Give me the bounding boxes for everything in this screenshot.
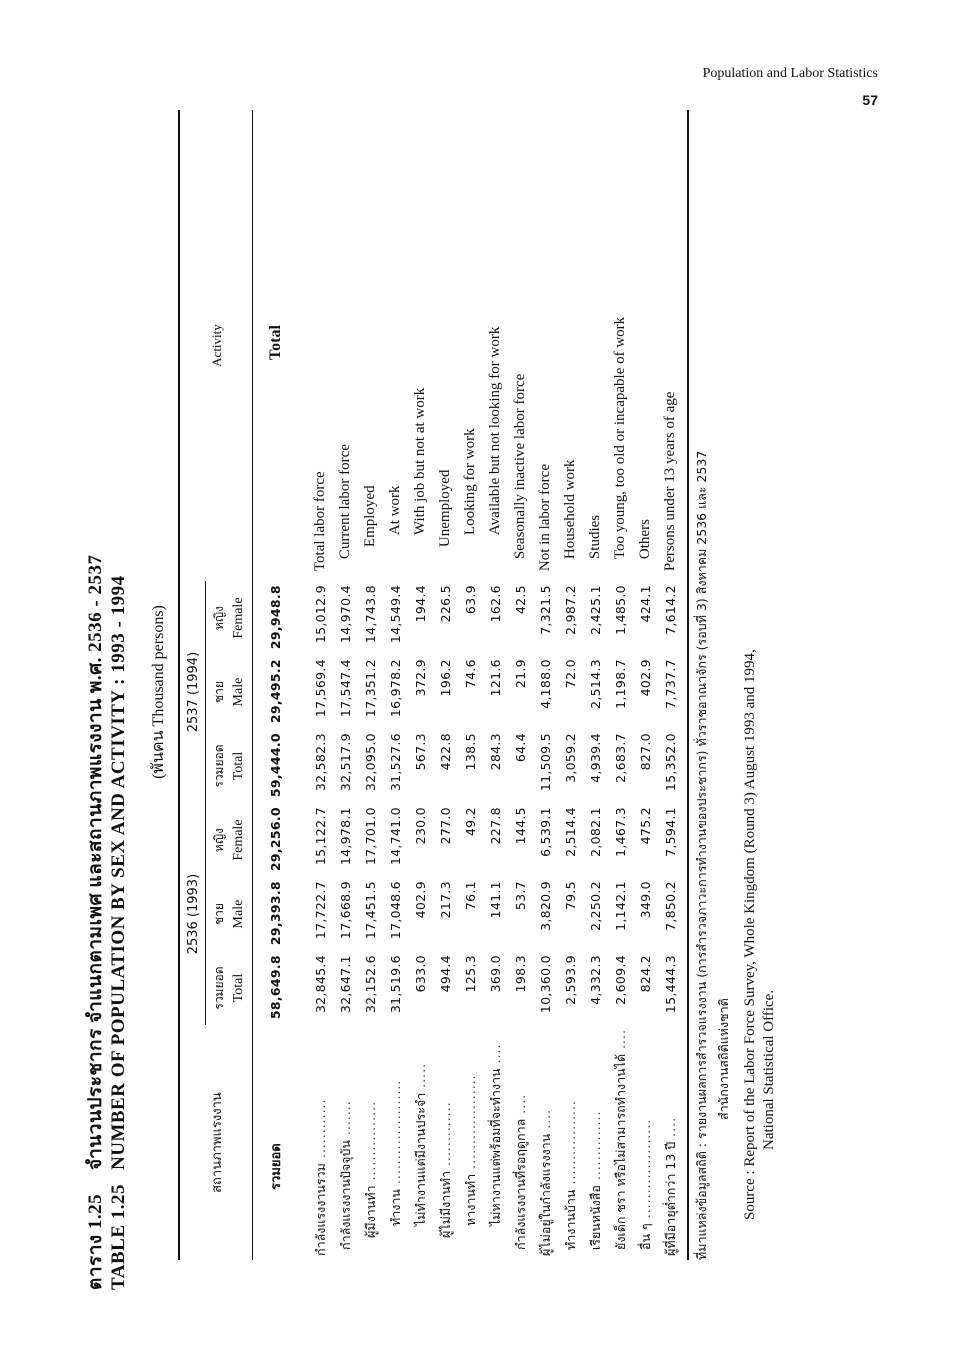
table-cell: 194.4: [413, 585, 428, 623]
table-cell: 475.2: [638, 807, 653, 845]
title-english: [108, 94, 136, 1290]
table-cell: 17,668.9: [338, 881, 353, 940]
total-cell: 29,393.8: [268, 881, 283, 946]
table-cell: 827.0: [638, 733, 653, 771]
table-cell: 1,485.0: [613, 585, 628, 635]
year-1994-header: 2537 (1994): [180, 581, 206, 803]
table-cell: 196.2: [438, 659, 453, 697]
data-rows: [308, 110, 683, 1260]
col-female-1993: หญิง Female: [212, 819, 246, 861]
table-row: [333, 110, 358, 1260]
title-thai-label: ตาราง 1.25: [85, 1193, 106, 1290]
row-label-thai: กำลังแรงงานปัจจุบัน .......: [337, 1100, 353, 1250]
total-cell: 29,256.0: [268, 807, 283, 872]
table-cell: 14,970.4: [338, 585, 353, 644]
table-cell: 76.1: [463, 881, 478, 911]
table-cell: 7,321.5: [538, 585, 553, 635]
total-row-thai: รวมยอด: [269, 1143, 284, 1190]
table-cell: 494.4: [438, 955, 453, 993]
table-cell: 2,082.1: [588, 807, 603, 857]
table-cell: 32,095.0: [363, 733, 378, 792]
table-cell: 79.5: [563, 881, 578, 911]
table-cell: 7,594.1: [663, 807, 678, 857]
table-cell: 633.0: [413, 955, 428, 993]
table-cell: 198.3: [513, 955, 528, 993]
row-label-thai: ผู้ไม่อยู่ในกำลังแรงงาน ....: [537, 1108, 553, 1256]
table-cell: 2,514.4: [563, 807, 578, 857]
table-cell: 17,569.4: [313, 659, 328, 718]
row-label-english: Persons under 13 years of age: [662, 391, 678, 572]
table-cell: 422.8: [438, 733, 453, 771]
table-cell: 3,059.2: [563, 733, 578, 783]
table-cell: 32,647.1: [338, 955, 353, 1014]
col-male-1994: ชาย Male: [212, 677, 246, 707]
table-cell: 64.4: [513, 733, 528, 763]
table-row: [433, 110, 458, 1260]
table-title: [80, 94, 136, 1290]
total-row: [253, 110, 309, 1260]
table-row: [308, 110, 333, 1260]
table-cell: 2,683.7: [613, 733, 628, 783]
table-cell: 402.9: [638, 659, 653, 697]
title-english-text: NUMBER OF POPULATION BY SEX AND ACTIVITY : 1993 - 1994: [108, 575, 129, 1170]
table-cell: 372.9: [413, 659, 428, 697]
row-label-english: Not in labor force: [537, 464, 553, 572]
row-label-english: Current labor force: [337, 444, 353, 560]
table-cell: 1,198.7: [613, 659, 628, 709]
table-cell: 15,122.7: [313, 807, 328, 866]
table-cell: 17,722.7: [313, 881, 328, 940]
col-male-1993: ชาย Male: [212, 899, 246, 929]
row-label-thai: ผู้มีงานทำ ................: [362, 1100, 378, 1238]
total-cell: 29,948.8: [268, 585, 283, 650]
table-cell: 14,741.0: [388, 807, 403, 866]
table-cell: 369.0: [488, 955, 503, 993]
table-cell: 14,743.8: [363, 585, 378, 644]
table-cell: 21.9: [513, 659, 528, 689]
row-label-thai: ไม่หางานแต่พร้อมที่จะทำงาน ....: [487, 1043, 503, 1226]
table-cell: 17,351.2: [363, 659, 378, 718]
table-cell: 217.3: [438, 881, 453, 919]
table-cell: 17,547.4: [338, 659, 353, 718]
running-title: Population and Labor Statistics: [702, 66, 878, 81]
row-label-english: Total labor force: [312, 471, 328, 572]
english-source: Source : Report of the Labor Force Survey, Whole Kingdom (Round 3) August 1993 and 1994,: [742, 649, 758, 1220]
col-total-1993: รวมยอด Total: [212, 966, 246, 1010]
table-row: [383, 110, 408, 1260]
table-cell: 10,360.0: [538, 955, 553, 1014]
row-label-thai: หางานทำ ...................: [462, 1074, 478, 1226]
table-cell: 14,978.1: [338, 807, 353, 866]
table-cell: 74.6: [463, 659, 478, 689]
table-cell: 4,332.3: [588, 955, 603, 1005]
row-label-thai: ไม่ทำงานแต่มีงานประจำ .....: [412, 1062, 428, 1226]
table-cell: 824.2: [638, 955, 653, 993]
thai-source: ที่มาแหล่งข้อมูลสถิติ : รายงานผลการสำรวจแรงงาน (การสำรวจภาวะการทำงานของประชากร) ทั่วราชอาณาจักร (รอบที่ 3) สิงหาคม 2536 และ 2537: [694, 450, 709, 1260]
row-label-english: Others: [637, 519, 653, 560]
population-table: [178, 110, 689, 1260]
table-row: [358, 110, 383, 1260]
row-label-english: At work: [387, 485, 403, 536]
table-cell: 1,467.3: [613, 807, 628, 857]
table-cell: 227.8: [488, 807, 503, 845]
table-cell: 11,509.5: [538, 733, 553, 792]
table-cell: 16,978.2: [388, 659, 403, 718]
thai-activity-header: สถานภาพแรงงาน: [210, 1092, 225, 1193]
table-row: [633, 110, 658, 1260]
table-cell: 2,250.2: [588, 881, 603, 931]
table-cell: 284.3: [488, 733, 503, 771]
total-cell: 59,444.0: [268, 733, 283, 798]
table-cell: 7,614.2: [663, 585, 678, 635]
row-label-english: Seasonally inactive labor force: [512, 373, 528, 560]
table-cell: 31,527.6: [388, 733, 403, 792]
table-cell: 17,701.0: [363, 807, 378, 866]
table-cell: 72.0: [563, 659, 578, 689]
row-label-english: With job but not at work: [412, 387, 428, 536]
table-cell: 567.3: [413, 733, 428, 771]
table-row: [558, 110, 583, 1260]
rotated-table-page: [60, 94, 780, 1290]
year-1993-header: 2536 (1993): [180, 803, 206, 1025]
table-unit: (พันคน Thousand persons): [150, 605, 167, 779]
table-cell: 1,142.1: [613, 881, 628, 931]
table-cell: 7,737.7: [663, 659, 678, 709]
table-cell: 15,352.0: [663, 733, 678, 792]
table-cell: 402.9: [413, 881, 428, 919]
table-cell: 3,820.9: [538, 881, 553, 931]
title-english-label: TABLE 1.25: [108, 1183, 129, 1290]
table-cell: 53.7: [513, 881, 528, 911]
table-cell: 6,539.1: [538, 807, 553, 857]
table-cell: 7,850.2: [663, 881, 678, 931]
table-cell: 424.1: [638, 585, 653, 623]
row-label-english: Studies: [587, 514, 603, 560]
table-cell: 31,519.6: [388, 955, 403, 1014]
row-label-thai: ทำงานบ้าน .................: [562, 1100, 578, 1250]
table-row: [458, 110, 483, 1260]
table-cell: 138.5: [463, 733, 478, 771]
table-cell: 2,593.9: [563, 955, 578, 1005]
row-label-thai: กำลังแรงงานที่รอฤดูกาล ....: [512, 1093, 528, 1250]
row-label-english: Too young, too old or incapable of work: [612, 316, 628, 560]
col-total-1994: รวมยอด Total: [212, 744, 246, 788]
table-cell: 4,188.0: [538, 659, 553, 709]
title-thai: [80, 94, 108, 1290]
row-label-english: Available but not looking for work: [487, 326, 503, 536]
table-cell: 230.0: [413, 807, 428, 845]
row-label-thai: อื่น ๆ ....................: [637, 1118, 653, 1250]
total-cell: 29,495.2: [268, 659, 283, 724]
english-activity-header: Activity: [208, 324, 224, 367]
table-row: [658, 110, 683, 1260]
table-cell: 144.5: [513, 807, 528, 845]
table-cell: 277.0: [438, 807, 453, 845]
table-cell: 162.6: [488, 585, 503, 623]
table-row: [483, 110, 508, 1260]
table-cell: 141.1: [488, 881, 503, 919]
row-label-thai: ผู้ไม่มีงานทำ .............: [437, 1101, 453, 1238]
table-cell: 121.6: [488, 659, 503, 697]
table-cell: 2,514.3: [588, 659, 603, 709]
table-cell: 2,425.1: [588, 585, 603, 635]
table-cell: 32,152.6: [363, 955, 378, 1014]
row-label-thai: ยังเด็ก ชรา หรือไม่สามารถทำงานได้ ....: [612, 1029, 628, 1250]
table-cell: 15,444.3: [663, 955, 678, 1014]
table-cell: 32,582.3: [313, 733, 328, 792]
table-cell: 49.2: [463, 807, 478, 837]
table-cell: 2,987.2: [563, 585, 578, 635]
row-label-english: Looking for work: [462, 428, 478, 536]
total-row-english: Total: [266, 325, 284, 361]
table-cell: 17,048.6: [388, 881, 403, 940]
table-cell: 14,549.4: [388, 585, 403, 644]
table-cell: 125.3: [463, 955, 478, 993]
table-row: [508, 110, 533, 1260]
table-cell: 226.5: [438, 585, 453, 623]
table-cell: 32,845.4: [313, 955, 328, 1014]
col-female-1994: หญิง Female: [212, 597, 246, 639]
table-row: [583, 110, 608, 1260]
row-label-thai: กำลังแรงงานรวม ............: [312, 1098, 328, 1256]
row-label-thai: ผู้ที่มีอายุต่ำกว่า 13 ปี ....: [662, 1116, 678, 1256]
table-cell: 4,939.4: [588, 733, 603, 783]
table-row: [533, 110, 558, 1260]
table-cell: 42.5: [513, 585, 528, 615]
table-cell: 32,517.9: [338, 733, 353, 792]
table-cell: 17,451.5: [363, 881, 378, 940]
table-cell: 15,012.9: [313, 585, 328, 644]
table-cell: 63.9: [463, 585, 478, 615]
row-label-thai: เรียนหนังสือ ..............: [587, 1110, 603, 1250]
row-label-english: Household work: [562, 459, 578, 560]
row-label-english: Employed: [362, 485, 378, 548]
total-cell: 58,649.8: [268, 955, 283, 1020]
row-label-thai: ทำงาน .....................: [387, 1079, 403, 1226]
page-number: 57: [862, 92, 878, 108]
table-row: [408, 110, 433, 1260]
table-cell: 2,609.4: [613, 955, 628, 1005]
source-footnote: [692, 110, 778, 1260]
thai-source-agency: สำนักงานสถิติแห่งชาติ: [716, 998, 731, 1120]
title-thai-text: จำนวนประชากร จำแนกตามเพศ และสถานภาพแรงงาน พ.ศ. 2536 - 2537: [85, 554, 106, 1170]
table-cell: 349.0: [638, 881, 653, 919]
english-source-agency: National Statistical Office.: [761, 989, 777, 1150]
row-label-english: Unemployed: [437, 469, 453, 548]
table-row: [608, 110, 633, 1260]
